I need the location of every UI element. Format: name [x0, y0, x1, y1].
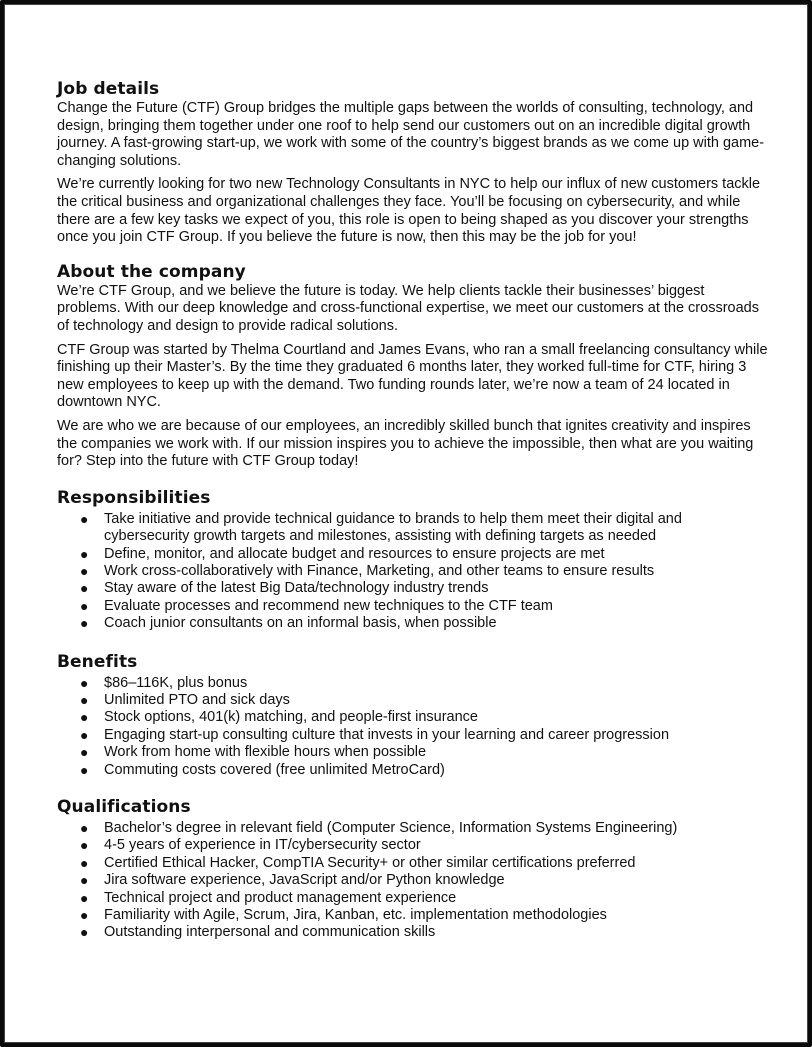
bullet-icon: ●	[80, 580, 89, 597]
job-details-paragraph: Change the Future (CTF) Group bridges the multiple gaps between the worlds of consulting, technology, and design, bringing them together under one roof to help send our customers out on an incredible digital growth journey. A fast-growing start-up, we work with some of the country’s biggest brands as we come up with game-changing solutions.	[57, 100, 765, 169]
list-item-text: Jira software experience, JavaScript and/or Python knowledge	[104, 872, 505, 889]
list-item-text: Evaluate processes and recommend new techniques to the CTF team	[104, 597, 553, 614]
list-item	[57, 744, 769, 761]
list-item-text: $86–116K, plus bonus	[104, 674, 248, 691]
qualifications-heading: Qualifications	[57, 796, 191, 817]
list-item	[57, 692, 769, 709]
list-item-text: Stock options, 401(k) matching, and people-first insurance	[104, 709, 478, 726]
list-item-text: Stay aware of the latest Big Data/technology industry trends	[104, 580, 489, 597]
list-item-text: Technical project and product management experience	[104, 889, 457, 906]
list-item-text: 4-5 years of experience in IT/cybersecurity sector	[104, 837, 421, 854]
list-item-text: Define, monitor, and allocate budget and resources to ensure projects are met	[104, 545, 605, 562]
benefits-section	[57, 651, 769, 779]
list-item	[57, 563, 769, 580]
qualifications-list	[57, 820, 769, 942]
responsibilities-list	[57, 511, 769, 633]
list-item	[57, 890, 769, 907]
list-item-text: Coach junior consultants on an informal basis, when possible	[104, 615, 497, 632]
list-item	[57, 709, 769, 726]
list-item	[57, 675, 769, 692]
list-item-text: Engaging start-up consulting culture that invests in your learning and career progression	[104, 726, 670, 743]
bullet-icon: ●	[80, 854, 89, 871]
bullet-icon: ●	[80, 744, 89, 761]
bullet-icon: ●	[80, 837, 89, 854]
list-item	[57, 872, 769, 889]
list-item	[57, 820, 769, 837]
bullet-icon: ●	[80, 726, 89, 743]
benefits-list	[57, 675, 769, 779]
bullet-icon: ●	[80, 924, 89, 941]
about-company-heading: About the company	[57, 261, 246, 282]
list-item-text: Familiarity with Agile, Scrum, Jira, Kanban, etc. implementation methodologies	[104, 907, 607, 923]
responsibilities-section	[57, 487, 769, 633]
list-item-text: Work cross-collaboratively with Finance, Marketing, and other teams to ensure results	[104, 562, 655, 579]
bullet-icon: ●	[80, 819, 89, 836]
list-item-text: Certified Ethical Hacker, CompTIA Security+ or other similar certifications preferred	[104, 854, 636, 871]
list-item	[57, 511, 769, 546]
bullet-icon: ●	[80, 709, 89, 726]
about-company-paragraph: We are who we are because of our employees, an incredibly skilled bunch that ignites creativity and inspires the companies we work with. If our mission inspires you to achieve the impossible, then what are you waiting for? Step into the future with CTF Group today!	[57, 417, 754, 470]
bullet-icon: ●	[80, 674, 89, 691]
bullet-icon: ●	[80, 510, 89, 527]
bullet-icon: ●	[80, 907, 89, 923]
list-item	[57, 762, 769, 779]
list-item-text: Bachelor’s degree in relevant field (Computer Science, Information Systems Engineering)	[104, 819, 678, 836]
bullet-icon: ●	[80, 761, 89, 778]
bullet-icon: ●	[80, 615, 89, 632]
list-item	[57, 580, 769, 597]
list-item-text: Work from home with flexible hours when possible	[104, 744, 427, 761]
qualifications-section	[57, 796, 769, 942]
list-item	[57, 924, 769, 941]
benefits-heading: Benefits	[57, 651, 138, 672]
job-details-heading: Job details	[57, 79, 160, 99]
list-item	[57, 907, 769, 924]
responsibilities-heading: Responsibilities	[57, 487, 211, 508]
list-item	[57, 615, 769, 632]
about-company-paragraph: CTF Group was started by Thelma Courtland and James Evans, who ran a small freelancing consultancy while finishing up their Master’s. By the time they graduated 6 months later, they worked full-time for CTF, hiring 3 new employees to keep up with the demand. Two funding rounds later, we’re now a team of 24 located in downtown NYC.	[57, 341, 768, 411]
about-company-section	[57, 261, 769, 471]
list-item	[57, 727, 769, 744]
list-item-text: Outstanding interpersonal and communication skills	[104, 924, 436, 941]
bullet-icon: ●	[80, 562, 89, 579]
bullet-icon: ●	[80, 889, 89, 906]
bullet-icon: ●	[80, 691, 89, 708]
bullet-icon: ●	[80, 872, 89, 889]
job-details-paragraph: We’re currently looking for two new Technology Consultants in NYC to help our influx of new customers tackle the critical business and organizational challenges they face. You’ll be focusing on cybersecurity, and while there are a few key tasks we expect of you, this role is open to being shaped as you discover your strengths once you join CTF Group. If you believe the future is now, then this may be the job for you!	[57, 176, 761, 246]
about-company-paragraph: We’re CTF Group, and we believe the future is today. We help clients tackle their businesses’ biggest problems. With our deep knowledge and cross-functional expertise, we meet our customers at the crossroads of technology and design to provide radical solutions.	[57, 282, 759, 334]
list-item	[57, 598, 769, 615]
document-content	[57, 78, 769, 962]
list-item-text: Commuting costs covered (free unlimited MetroCard)	[104, 761, 445, 778]
bullet-icon: ●	[80, 545, 89, 562]
job-details-section	[57, 78, 769, 247]
list-item	[57, 546, 769, 563]
bullet-icon: ●	[80, 597, 89, 614]
list-item	[57, 837, 769, 854]
list-item	[57, 855, 769, 872]
list-item-text: Take initiative and provide technical guidance to brands to help them meet their digital and cybersecurity growth targets and milestones, assisting with defining targets as needed	[104, 510, 682, 545]
list-item-text: Unlimited PTO and sick days	[104, 691, 290, 708]
